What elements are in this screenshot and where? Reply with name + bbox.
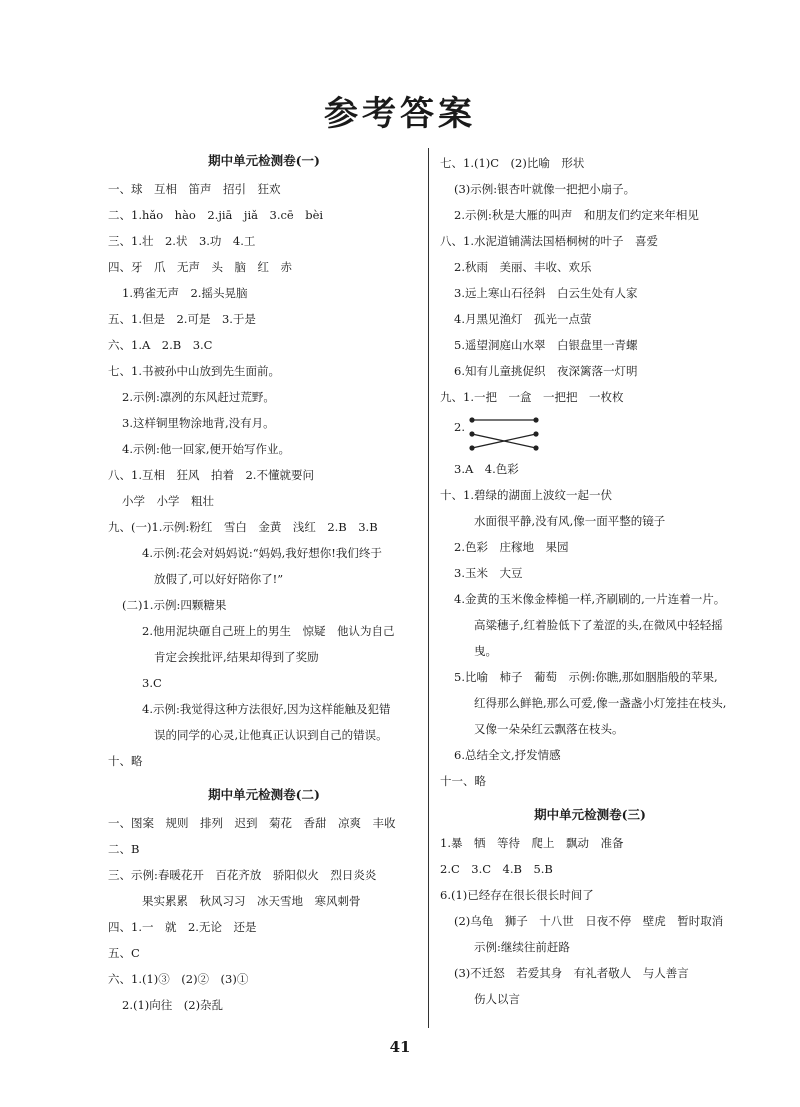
answer-line: 九、1.一把 一盒 一把把 一枚枚 xyxy=(440,390,624,404)
answer-line: 4.示例:他一回家,便开始写作业。 xyxy=(122,442,291,456)
answer-line: 七、1.书被孙中山放到先生面前。 xyxy=(108,364,280,378)
answer-line: 一、图案 规则 排列 迟到 菊花 香甜 凉爽 丰收 xyxy=(108,816,396,830)
answer-line: (3)示例:银杏叶就像一把把小扇子。 xyxy=(454,182,636,196)
answer-line: 4.金黄的玉米像金棒槌一样,齐刷刷的,一片连着一片。 xyxy=(454,592,726,606)
answer-line: 5.遥望洞庭山水翠 白银盘里一青螺 xyxy=(454,338,638,352)
answer-line: 4.月黑见渔灯 孤光一点萤 xyxy=(454,312,592,326)
answer-line: 3.玉米 大豆 xyxy=(454,566,523,580)
answer-line: 八、1.水泥道铺满法国梧桐树的叶子 喜爱 xyxy=(440,234,658,248)
answer-line: 三、示例:春暖花开 百花齐放 骄阳似火 烈日炎炎 xyxy=(108,868,377,882)
section-title-1: 期中单元检测卷(一) xyxy=(208,153,320,168)
answer-line: 示例:继续往前赶路 xyxy=(474,940,570,954)
answer-line: 红得那么鲜艳,那么可爱,像一盏盏小灯笼挂在枝头, xyxy=(474,696,727,710)
answer-line: 肯定会挨批评,结果却得到了奖励 xyxy=(154,650,319,664)
answer-line: 6.总结全文,抒发情感 xyxy=(454,748,561,762)
answer-line: 2.示例:凛冽的东风赶过荒野。 xyxy=(122,390,275,404)
right-column xyxy=(440,150,740,1012)
answer-line: 误的同学的心灵,让他真正认识到自己的错误。 xyxy=(154,728,388,742)
answer-line: 3.A 4.色彩 xyxy=(454,462,519,476)
answer-line: 一、球 互相 笛声 招引 狂欢 xyxy=(108,182,281,196)
answer-line: 五、1.但是 2.可是 3.于是 xyxy=(108,312,256,326)
answer-line: 水面很平静,没有风,像一面平整的镜子 xyxy=(474,514,666,528)
section-title-2: 期中单元检测卷(二) xyxy=(208,787,320,802)
matching-lines-icon xyxy=(468,416,548,452)
answer-line: 五、C xyxy=(108,946,140,960)
answer-line: 四、牙 爪 无声 头 脑 红 赤 xyxy=(108,260,292,274)
answer-line: 六、1.A 2.B 3.C xyxy=(108,338,213,352)
answer-line: 又像一朵朵红云飘落在枝头。 xyxy=(474,722,624,736)
answer-line: 3.C xyxy=(142,676,162,690)
answer-line: 七、1.(1)C (2)比喻 形状 xyxy=(440,156,585,170)
answer-line: 5.比喻 柿子 葡萄 示例:你瞧,那如胭脂般的苹果, xyxy=(454,670,718,684)
answer-line: (3)不迁怒 若爱其身 有礼者敬人 与人善言 xyxy=(454,966,689,980)
answer-line: 2.秋雨 美丽、丰收、欢乐 xyxy=(454,260,592,274)
answer-line: 伤人以言 xyxy=(474,992,520,1006)
answer-line: 二、1.hǎo hào 2.jiā jiǎ 3.cē bèi xyxy=(108,208,324,222)
answer-line: 1.鸦雀无声 2.摇头晃脑 xyxy=(122,286,248,300)
answer-line: (二)1.示例:四颗糖果 xyxy=(122,598,227,612)
answer-line: 二、B xyxy=(108,842,140,856)
matching-label: 2. xyxy=(454,420,465,434)
matching-diagram xyxy=(440,410,740,456)
column-divider xyxy=(428,148,429,1028)
answer-line: 小学 小学 粗壮 xyxy=(122,494,214,508)
answer-line: 1.暴 牺 等待 爬上 飘动 准备 xyxy=(440,836,624,850)
answer-line: 十、略 xyxy=(108,754,143,768)
answer-line: 3.远上寒山石径斜 白云生处有人家 xyxy=(454,286,638,300)
answer-line: 3.这样铜里物涂地背,没有月。 xyxy=(122,416,275,430)
answer-line: 放假了,可以好好陪你了!” xyxy=(154,572,284,586)
answer-line: 四、1.一 就 2.无论 还是 xyxy=(108,920,257,934)
spacer xyxy=(108,774,420,784)
answer-line: 2.C 3.C 4.B 5.B xyxy=(440,862,553,876)
answer-line: 4.示例:花会对妈妈说:“妈妈,我好想你!我们终于 xyxy=(142,546,382,560)
answer-line: 6.(1)已经存在很长很长时间了 xyxy=(440,888,594,902)
answer-line: 十一、略 xyxy=(440,774,486,788)
answer-line: 2.他用泥块砸自己班上的男生 惊疑 他认为自己 xyxy=(142,624,395,638)
page-title: 参考答案 xyxy=(324,94,476,134)
answer-line: (2)乌龟 狮子 十八世 日夜不停 壁虎 暂时取消 xyxy=(454,914,724,928)
page-number: 41 xyxy=(389,1038,411,1056)
answer-line: 2.(1)向往 (2)杂乱 xyxy=(122,998,224,1012)
answer-line: 4.示例:我觉得这种方法很好,因为这样能触及犯错 xyxy=(142,702,391,716)
answer-line: 果实累累 秋风习习 冰天雪地 寒风刺骨 xyxy=(142,894,361,908)
answer-line: 曳。 xyxy=(474,644,497,658)
answer-line: 十、1.碧绿的湖面上波纹一起一伏 xyxy=(440,488,612,502)
answer-line: 2.示例:秋是大雁的叫声 和朋友们约定来年相见 xyxy=(454,208,699,222)
left-column xyxy=(108,150,420,1018)
answer-line: 六、1.(1)③ (2)② (3)① xyxy=(108,972,249,986)
answer-line: 高粱穗子,红着脸低下了羞涩的头,在微风中轻轻摇 xyxy=(474,618,723,632)
spacer xyxy=(440,794,740,804)
section-title-3: 期中单元检测卷(三) xyxy=(534,807,646,822)
answer-line: 2.色彩 庄稼地 果园 xyxy=(454,540,569,554)
answer-line: 八、1.互相 狂风 拍着 2.不懂就要问 xyxy=(108,468,314,482)
answer-line: 九、(一)1.示例:粉红 雪白 金黄 浅红 2.B 3.B xyxy=(108,520,378,534)
answer-line: 三、1.壮 2.状 3.功 4.工 xyxy=(108,234,256,248)
answer-line: 6.知有儿童挑促织 夜深篱落一灯明 xyxy=(454,364,638,378)
